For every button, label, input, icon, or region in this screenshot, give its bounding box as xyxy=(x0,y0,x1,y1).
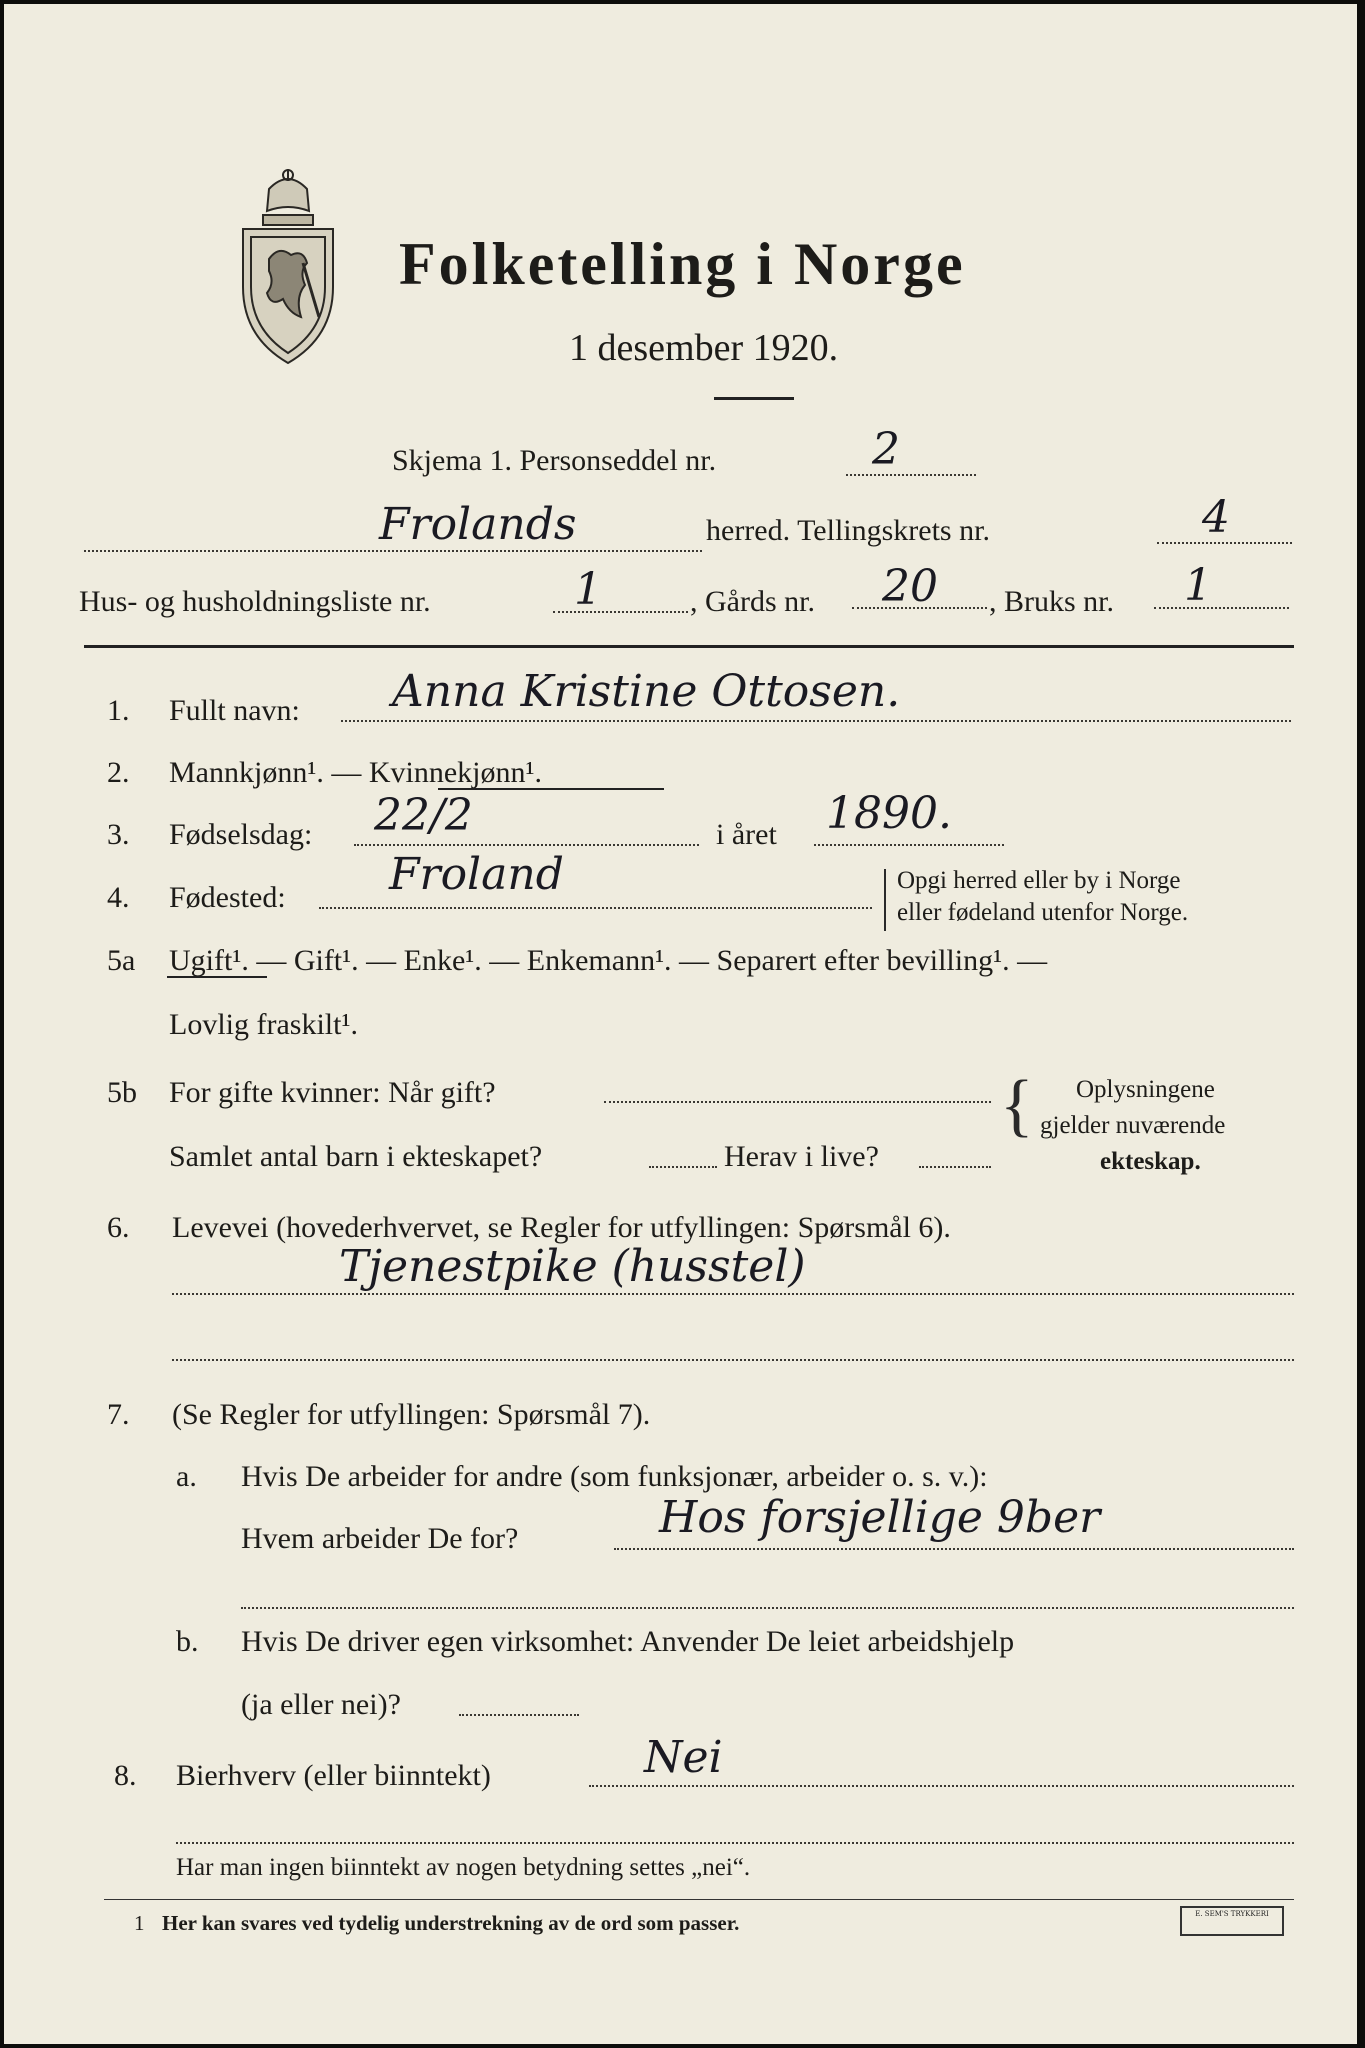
q5b-number: 5b xyxy=(107,1076,137,1109)
q4-number: 4. xyxy=(107,881,130,914)
personseddel-value: 2 xyxy=(872,424,900,475)
birthplace-note-brace xyxy=(884,869,886,931)
skjema-label: Skjema 1. Personseddel nr. xyxy=(392,444,717,477)
marriage-note-1: Oplysningene xyxy=(1076,1076,1215,1103)
birthplace-note-2: eller fødeland utenfor Norge. xyxy=(897,899,1189,926)
occupation-field[interactable] xyxy=(172,1293,1294,1295)
herred-value: Frolands xyxy=(379,499,577,550)
q8-number: 8. xyxy=(114,1759,137,1792)
gards-label: , Gårds nr. xyxy=(690,585,815,618)
side-income-field-2[interactable] xyxy=(176,1842,1294,1844)
census-form xyxy=(4,4,1357,2044)
q5b-label-2: Samlet antal barn i ekteskapet? xyxy=(169,1140,543,1173)
occupation-value: Tjenestpike (husstel) xyxy=(339,1241,806,1292)
coat-of-arms-icon xyxy=(229,167,347,367)
q7-number: 7. xyxy=(107,1398,130,1431)
q7b-letter: b. xyxy=(176,1625,199,1658)
marriage-note-3: ekteskap. xyxy=(1100,1148,1201,1175)
side-income-field[interactable] xyxy=(589,1785,1294,1787)
footnote-rule xyxy=(104,1899,1294,1900)
q7-label: (Se Regler for utfyllingen: Spørsmål 7). xyxy=(172,1398,651,1431)
personseddel-field[interactable] xyxy=(846,474,976,476)
bruks-field[interactable] xyxy=(1154,607,1289,609)
birth-year-field[interactable] xyxy=(814,844,1004,846)
bruks-value: 1 xyxy=(1184,560,1212,611)
marriage-note-2: gjelder nuværende xyxy=(1040,1112,1226,1139)
hus-label: Hus- og husholdningsliste nr. xyxy=(79,585,431,618)
printer-stamp: E. SEM'S TRYKKERI xyxy=(1180,1906,1284,1936)
birthday-field[interactable] xyxy=(354,844,699,846)
census-date: 1 desember 1920. xyxy=(569,327,839,369)
q7b-label-2: (ja eller nei)? xyxy=(241,1688,401,1721)
birthplace-note-1: Opgi herred eller by i Norge xyxy=(897,867,1181,894)
q2-label: Mannkjønn¹. — Kvinnekjønn¹. xyxy=(169,756,542,789)
form-title: Folketelling i Norge xyxy=(399,231,966,297)
ugift-underline xyxy=(167,976,267,978)
tellingskrets-value: 4 xyxy=(1202,492,1230,543)
children-total-field[interactable] xyxy=(649,1166,717,1168)
married-when-field[interactable] xyxy=(604,1101,991,1103)
full-name-value: Anna Kristine Ottosen. xyxy=(392,666,901,717)
employer-value: Hos forsjellige 9ber xyxy=(659,1492,1101,1543)
gards-value: 20 xyxy=(882,561,938,612)
birthplace-value: Froland xyxy=(389,849,564,900)
q1-label: Fullt navn: xyxy=(169,694,300,727)
q5a-line-1: Ugift¹. — Gift¹. — Enke¹. — Enkemann¹. — Separert efter bevilling¹. — xyxy=(169,944,1048,977)
bruks-label: , Bruks nr. xyxy=(989,585,1115,618)
footnote-mark: 1 xyxy=(134,1911,145,1935)
employer-field[interactable] xyxy=(614,1548,1294,1550)
q4-label: Fødested: xyxy=(169,881,286,914)
children-alive-field[interactable] xyxy=(919,1166,991,1168)
footnote-text: Her kan svares ved tydelig understrekning av de ord som passer. xyxy=(162,1911,740,1935)
hired-help-field[interactable] xyxy=(459,1714,579,1716)
q6-number: 6. xyxy=(107,1211,130,1244)
employer-field-2[interactable] xyxy=(241,1607,1294,1609)
title-divider xyxy=(714,397,794,400)
hus-value: 1 xyxy=(574,564,602,615)
q7b-label-1: Hvis De driver egen virksomhet: Anvender De leiet arbeidshjelp xyxy=(241,1625,1015,1658)
birthday-value: 22/2 xyxy=(374,790,473,841)
q6-label: Levevei (hovederhvervet, se Regler for utfyllingen: Spørsmål 6). xyxy=(172,1211,951,1244)
q3-label: Fødselsdag: xyxy=(169,818,313,851)
full-name-field[interactable] xyxy=(341,720,1291,722)
q2-number: 2. xyxy=(107,756,130,789)
marriage-note-brace: { xyxy=(1000,1067,1034,1144)
q3-number: 3. xyxy=(107,818,130,851)
q5a-line-2: Lovlig fraskilt¹. xyxy=(169,1008,358,1041)
occupation-field-2[interactable] xyxy=(172,1359,1294,1361)
herred-label: herred. Tellingskrets nr. xyxy=(706,514,990,547)
year-label: i året xyxy=(716,818,777,851)
q7a-label-1: Hvis De arbeider for andre (som funksjonær, arbeider o. s. v.): xyxy=(241,1460,988,1493)
q5b-label-1: For gifte kvinner: Når gift? xyxy=(169,1076,496,1109)
birth-year-value: 1890. xyxy=(826,788,952,839)
q7a-letter: a. xyxy=(176,1460,197,1493)
herred-field[interactable] xyxy=(84,550,702,552)
q7a-label-2: Hvem arbeider De for? xyxy=(241,1522,519,1555)
q5a-number: 5a xyxy=(107,944,136,977)
side-income-value: Nei xyxy=(644,1732,723,1783)
q8-label: Bierhverv (eller biinntekt) xyxy=(176,1759,491,1792)
birthplace-field[interactable] xyxy=(319,907,872,909)
q5b-label-3: Herav i live? xyxy=(724,1140,879,1173)
nei-note: Har man ingen biinntekt av nogen betydning settes „nei“. xyxy=(176,1854,751,1881)
header-rule xyxy=(84,645,1294,648)
q1-number: 1. xyxy=(107,694,130,727)
